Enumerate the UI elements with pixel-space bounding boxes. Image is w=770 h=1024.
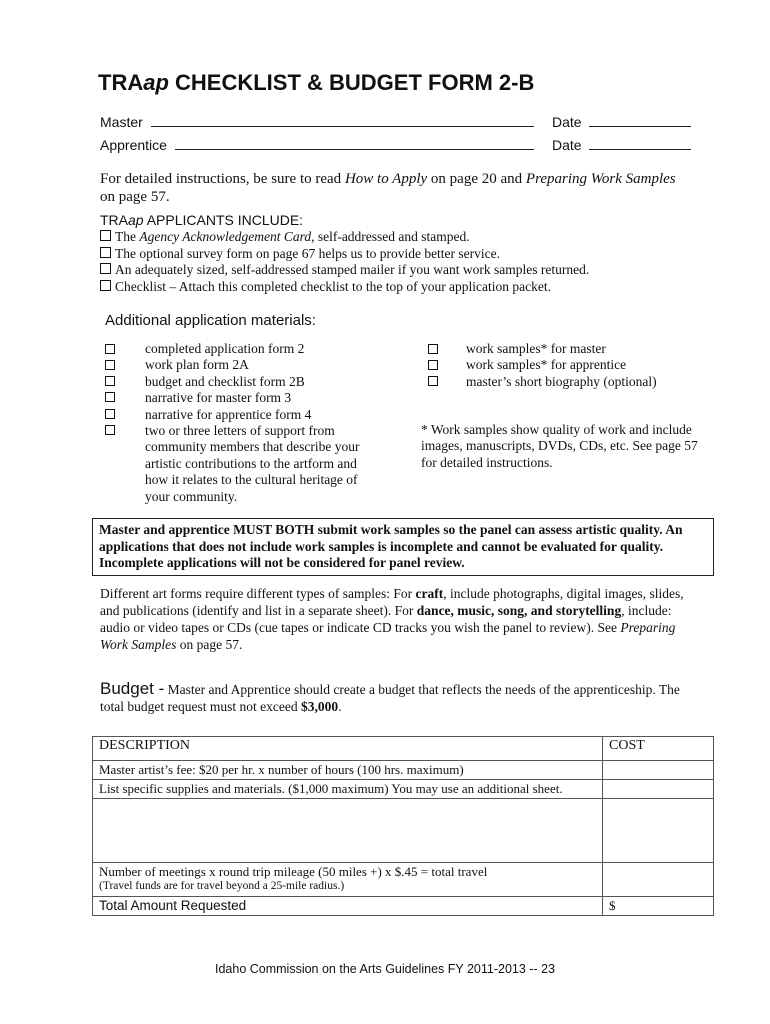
checkbox-icon[interactable]: [100, 263, 111, 274]
master-date-label: Date: [552, 114, 582, 130]
row-master-fee: Master artist’s fee: $20 per hr. x number of hours (100 hrs. maximum): [93, 761, 603, 780]
budget-heading: Budget -: [100, 679, 165, 698]
cost-cell[interactable]: [603, 799, 714, 863]
include-item: The optional survey form on page 67 helps us to provide better service.: [100, 246, 589, 263]
list-item: master’s short biography (optional): [466, 373, 657, 389]
applicants-include-list: [100, 229, 589, 295]
table-row: [93, 761, 714, 780]
list-item: completed application form 2: [145, 341, 305, 356]
master-date-line[interactable]: [589, 114, 691, 127]
list-item: two or three letters of support from community members that describe your artistic contributions to the artform and how it relates to the cultural heritage of your community.: [145, 423, 360, 504]
cost-cell[interactable]: [603, 761, 714, 780]
apprentice-label: Apprentice: [100, 137, 167, 153]
apprentice-date-label: Date: [552, 137, 582, 153]
checkbox-icon[interactable]: [428, 360, 438, 370]
work-samples-note: * Work samples show quality of work and include images, manuscripts, DVDs, CDs, etc. See page 57 for detailed instructions.: [421, 422, 698, 470]
cost-cell[interactable]: [603, 780, 714, 799]
materials-right-list: [466, 341, 716, 390]
checkbox-icon[interactable]: [105, 409, 115, 419]
table-row: [93, 897, 714, 916]
travel-formula: Number of meetings x round trip mileage (50 miles +) x $.45 = total travel: [99, 864, 488, 879]
table-row: [93, 863, 714, 897]
table-header-description: DESCRIPTION: [93, 737, 603, 761]
samples-paragraph: Different art forms require different types of samples: For craft, include photographs, digital images, slides, and publications (identify and list in a separate sheet). For dance, music, song, and storytelling, include: audio or video tapes or CDs (cue tapes or indicate CD tracks you wish the panel to review). See Preparing Work Samples on page 57.: [100, 586, 684, 652]
budget-table: [92, 736, 714, 916]
checkbox-icon[interactable]: [105, 360, 115, 370]
checkbox-icon[interactable]: [100, 280, 111, 291]
checkbox-icon[interactable]: [105, 376, 115, 386]
apprentice-date-row[interactable]: [552, 137, 691, 153]
master-field-row[interactable]: [100, 114, 534, 130]
supplies-entry-area[interactable]: [93, 799, 603, 863]
checkbox-icon[interactable]: [428, 344, 438, 354]
table-header-cost: COST: [603, 737, 714, 761]
cost-cell[interactable]: [603, 863, 714, 897]
list-item: work samples* for master: [466, 341, 606, 356]
page-title: TRAap CHECKLIST & BUDGET FORM 2-B: [98, 70, 535, 95]
checkbox-icon[interactable]: [100, 247, 111, 258]
master-line[interactable]: [151, 114, 534, 127]
applicants-include-heading: TRAap APPLICANTS INCLUDE:: [100, 212, 304, 228]
list-item: budget and checklist form 2B: [145, 373, 305, 389]
row-travel: [93, 863, 603, 897]
budget-paragraph: Budget - Master and Apprentice should create a budget that reflects the needs of the apprenticeship. The total budget request must not exceed $3,000.: [100, 679, 680, 714]
materials-left-list: [145, 341, 385, 505]
checkbox-icon[interactable]: [105, 344, 115, 354]
table-row: [93, 780, 714, 799]
checkbox-icon[interactable]: [105, 392, 115, 402]
apprentice-date-line[interactable]: [589, 137, 691, 150]
table-row: [93, 799, 714, 863]
additional-materials-heading: Additional application materials:: [105, 312, 316, 329]
instructions-paragraph: For detailed instructions, be sure to read How to Apply on page 20 and Preparing Work Samples on page 57.: [100, 171, 676, 205]
list-item: work samples* for apprentice: [466, 357, 627, 373]
include-item: An adequately sized, self-addressed stamped mailer if you want work samples returned.: [100, 262, 589, 279]
checkbox-icon[interactable]: [105, 425, 115, 435]
total-label: Total Amount Requested: [93, 897, 603, 916]
total-cost-cell[interactable]: $: [603, 897, 714, 916]
include-item: The Agency Acknowledgement Card, self-addressed and stamped.: [100, 229, 589, 246]
checkbox-icon[interactable]: [428, 376, 438, 386]
list-item: narrative for master form 3: [145, 390, 292, 406]
row-supplies: List specific supplies and materials. ($1,000 maximum) You may use an additional sheet.: [93, 780, 603, 799]
master-date-row[interactable]: [552, 114, 691, 130]
list-item: work plan form 2A: [145, 357, 249, 373]
page-footer: Idaho Commission on the Arts Guidelines FY 2011-2013 -- 23: [214, 962, 555, 976]
include-item: Checklist – Attach this completed checklist to the top of your application packet.: [100, 279, 589, 296]
work-samples-warning: Master and apprentice MUST BOTH submit work samples so the panel can assess artistic quality. An applications that does not include work samples is incomplete and cannot be evaluated for quality. Incomplete applications will not be considered for panel review.: [92, 518, 714, 576]
apprentice-line[interactable]: [175, 137, 534, 150]
apprentice-field-row[interactable]: [100, 137, 534, 153]
checkbox-icon[interactable]: [100, 230, 111, 241]
travel-note: (Travel funds are for travel beyond a 25-mile radius.): [99, 880, 345, 892]
list-item: narrative for apprentice form 4: [145, 406, 312, 422]
master-label: Master: [100, 114, 143, 130]
